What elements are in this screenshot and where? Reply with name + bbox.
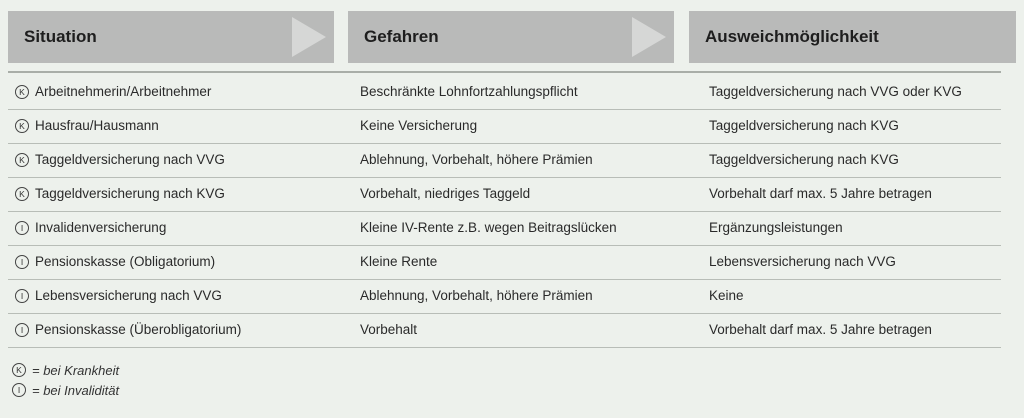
header-ausweichmoeglichkeit xyxy=(689,11,1016,63)
table-row xyxy=(8,280,1001,314)
legend-item xyxy=(12,360,119,380)
ausweich-cell: Vorbehalt darf max. 5 Jahre betragen xyxy=(709,186,932,201)
ausweich-cell: Taggeldversicherung nach VVG oder KVG xyxy=(709,84,962,99)
ausweich-cell: Ergänzungsleistungen xyxy=(709,220,843,235)
gefahren-cell: Ablehnung, Vorbehalt, höhere Prämien xyxy=(360,288,593,303)
header-gefahren xyxy=(348,11,674,63)
situation-cell: Taggeldversicherung nach VVG xyxy=(35,152,225,167)
legend-text: = bei Invalidität xyxy=(32,382,120,398)
table-row xyxy=(8,178,1001,212)
circled-letter-icon: I xyxy=(12,383,26,397)
gefahren-cell: Kleine IV-Rente z.B. wegen Beitragslücken xyxy=(360,220,617,235)
ausweich-cell: Vorbehalt darf max. 5 Jahre betragen xyxy=(709,322,932,337)
header-situation xyxy=(8,11,334,63)
table-row xyxy=(8,246,1001,280)
legend xyxy=(12,360,119,400)
gefahren-cell: Beschränkte Lohnfortzahlungspflicht xyxy=(360,84,578,99)
circled-letter-icon: K xyxy=(15,119,29,133)
table-row xyxy=(8,314,1001,348)
ausweich-cell: Taggeldversicherung nach KVG xyxy=(709,152,899,167)
circled-letter-icon: K xyxy=(12,363,26,377)
gefahren-cell: Keine Versicherung xyxy=(360,118,478,133)
situation-cell: Lebensversicherung nach VVG xyxy=(35,288,222,303)
ausweich-cell: Keine xyxy=(709,288,744,303)
table-row xyxy=(8,110,1001,144)
ausweich-cell: Taggeldversicherung nach KVG xyxy=(709,118,899,133)
legend-item xyxy=(12,380,119,400)
arrow-right-icon xyxy=(632,17,666,57)
arrow-right-icon xyxy=(292,17,326,57)
gefahren-cell: Vorbehalt, niedriges Taggeld xyxy=(360,186,531,201)
table-row xyxy=(8,144,1001,178)
header-label: Ausweichmöglichkeit xyxy=(705,27,879,46)
gefahren-cell: Ablehnung, Vorbehalt, höhere Prämien xyxy=(360,152,593,167)
legend-text: = bei Krankheit xyxy=(32,362,120,378)
situation-cell: Pensionskasse (Obligatorium) xyxy=(35,254,216,269)
ausweich-cell: Lebensversicherung nach VVG xyxy=(709,254,896,269)
header-divider xyxy=(8,71,1001,73)
circled-letter-icon: I xyxy=(15,255,29,269)
circled-letter-icon: K xyxy=(15,85,29,99)
table-row xyxy=(8,212,1001,246)
table-body xyxy=(8,76,1001,348)
header-label: Situation xyxy=(24,27,97,46)
circled-letter-icon: I xyxy=(15,323,29,337)
circled-letter-icon: I xyxy=(15,221,29,235)
situation-cell: Pensionskasse (Überobligatorium) xyxy=(35,322,242,337)
table-row xyxy=(8,76,1001,110)
situation-cell: Taggeldversicherung nach KVG xyxy=(35,186,225,201)
circled-letter-icon: K xyxy=(15,153,29,167)
gefahren-cell: Kleine Rente xyxy=(360,254,438,269)
situation-cell: Arbeitnehmerin/Arbeitnehmer xyxy=(35,84,212,99)
header-label: Gefahren xyxy=(364,27,439,46)
circled-letter-icon: I xyxy=(15,289,29,303)
gefahren-cell: Vorbehalt xyxy=(360,322,418,337)
situation-cell: Hausfrau/Hausmann xyxy=(35,118,159,133)
situation-cell: Invalidenversicherung xyxy=(35,220,167,235)
circled-letter-icon: K xyxy=(15,187,29,201)
table-header xyxy=(0,11,1024,63)
